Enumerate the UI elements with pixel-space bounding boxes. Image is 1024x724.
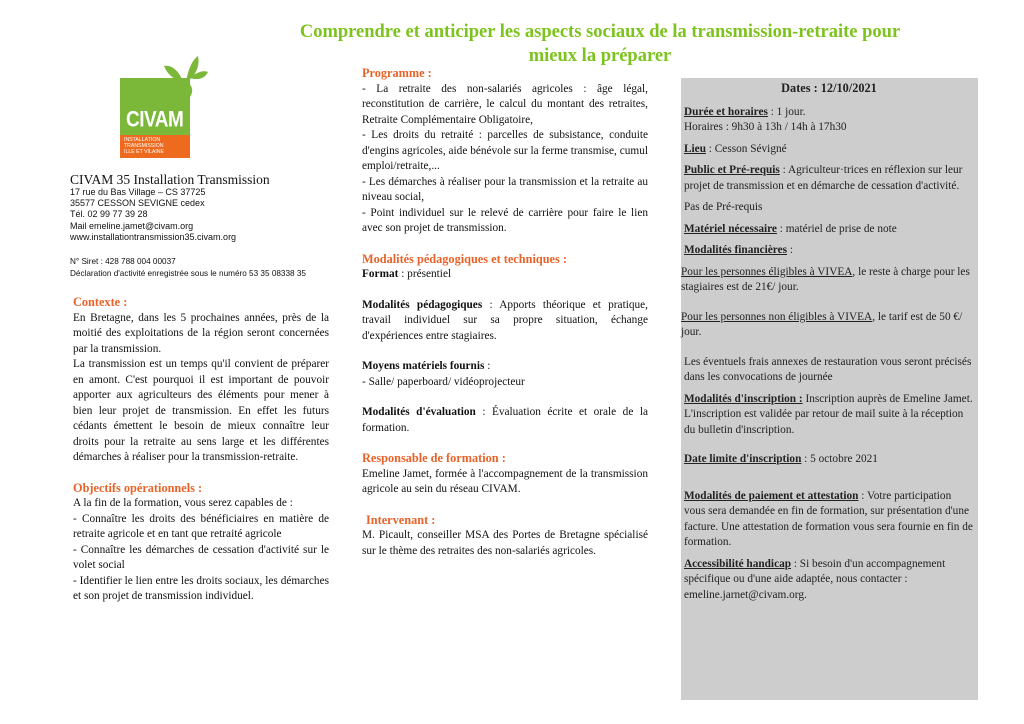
evaluation-line: Modalités d'évaluation : Évaluation écrite et orale de la formation. bbox=[362, 406, 648, 434]
title-line-2: mieux la préparer bbox=[528, 46, 672, 66]
logo-subtitle: INSTALLATION TRANSMISSION ILLE ET VILAINE bbox=[124, 137, 164, 155]
programme-heading: Programme : bbox=[362, 66, 432, 80]
pedagogiques-line: Modalités pédagogiques : Apports théorique et pratique, travail individuel sur sa propre situation, échange d'expériences entre stagiaires. bbox=[362, 298, 648, 342]
format-line: Format : présentiel bbox=[362, 268, 452, 280]
middle-column bbox=[362, 66, 648, 559]
left-column bbox=[73, 295, 329, 605]
objectif-item: - Connaître les droits des bénéficiaires en matière de retraite agricole et en tant que retraité agricole bbox=[73, 512, 329, 540]
intervenant-heading: Intervenant : bbox=[366, 512, 436, 527]
org-address-1: 17 rue du Bas Village – CS 37725 bbox=[70, 187, 206, 197]
org-siret: N° Siret : 428 788 004 00037 bbox=[70, 257, 176, 267]
accessibilite-line: Accessibilité handicap : Si besoin d'un accompagnement spécifique ou d'une aide adaptée, nous contacter : emeline.jarnet@civam.org. bbox=[684, 557, 946, 601]
logo-text: CIVAM bbox=[126, 108, 184, 133]
objectifs-heading: Objectifs opérationnels : bbox=[73, 480, 203, 495]
intervenant-text: M. Picault, conseiller MSA des Portes de Bretagne spécialisé sur le thème des retraites des non-salariés agricoles. bbox=[362, 529, 648, 557]
contexte-paragraph-2: La transmission est un temps qu'il convient de préparer en amont. C'est pourquoi il est important de pouvoir apporter aux agriculteurs des éléments pour mener à bien leur projet de transmission. En effet les futurs cédants émettent le besoin de mieux connaître leur droits pour la retraite au sens large et les différentes démarches à réaliser pour la transmission-retraite. bbox=[73, 358, 329, 463]
org-address-2: 35577 CESSON SEVIGNE cedex bbox=[70, 198, 205, 209]
materiel-line: Matériel nécessaire : matériel de prise de note bbox=[684, 222, 897, 235]
lieu-line: Lieu : Cesson Sévigné bbox=[684, 142, 787, 155]
org-mail[interactable]: Mail emeline.jamet@civam.org bbox=[70, 220, 194, 231]
info-sidebar bbox=[681, 78, 974, 609]
objectifs-intro: A la fin de la formation, vous serez capables de : bbox=[73, 497, 293, 509]
programme-item: - La retraite des non-salariés agricoles : âge légal, reconstitution de carrière, le calcul du montant des retraites, Retraite Complémentaire Obligatoire, bbox=[362, 82, 648, 126]
responsable-text: Emeline Jamet, formée à l'accompagnement de la transmission agricole au sein du réseau CIVAM. bbox=[362, 467, 648, 495]
programme-item: - Les droits du retraité : parcelles de subsistance, conduite d'engins agricoles, aide bénévole sur la ferme transmise, cumul emploi/retraite,... bbox=[362, 129, 648, 172]
org-name: CIVAM 35 Installation Transmission bbox=[70, 172, 270, 187]
moyens-value: - Salle/ paperboard/ vidéoprojecteur bbox=[362, 375, 525, 388]
org-phone: Tél. 02 99 77 39 28 bbox=[70, 209, 148, 220]
vivea-line: Pour les personnes éligibles à VIVEA, le reste à charge pour les stagiaires est de 21€/ jour. bbox=[681, 265, 970, 293]
title-line-1: Comprendre et anticiper les aspects sociaux de la transmission-retraite pour bbox=[299, 22, 901, 42]
financieres-line: Modalités financières : bbox=[684, 244, 793, 256]
contexte-paragraph-1: En Bretagne, dans les 5 prochaines années, près de la moitié des exploitations de la région seront concernées par la transmission. bbox=[73, 311, 329, 355]
date-limite-line: Date limite d'inscription : 5 octobre 2021 bbox=[684, 453, 878, 465]
modalites-heading: Modalités pédagogiques et techniques : bbox=[362, 251, 567, 266]
duree-line: Durée et horaires : 1 jour. Horaires : 9h30 à 13h / 14h à 17h30 bbox=[684, 105, 847, 133]
org-website[interactable]: www.installationtransmission35.civam.org bbox=[70, 231, 237, 242]
responsable-heading: Responsable de formation : bbox=[362, 451, 506, 465]
organization-info bbox=[70, 172, 350, 280]
objectif-item: - Connaître les démarches de cessation d'activité sur le volet social bbox=[73, 543, 329, 571]
non-vivea-line: Pour les personnes non éligibles à VIVEA, le tarif est de 50 €/ jour. bbox=[681, 310, 963, 338]
objectif-item: - Identifier le lien entre les droits sociaux, les démarches et son projet de transmission individuel. bbox=[73, 574, 329, 602]
inscription-line: Modalités d'inscription : Inscription auprès de Emeline Jamet. L'inscription est validée par retour de mail suite à la réception du bulletin d'inscription. bbox=[684, 392, 973, 436]
civam-logo bbox=[120, 52, 210, 158]
public-line: Public et Pré-requis : Agriculteur·trices en réflexion sur leur projet de transmission et en démarche de cessation d'activité. bbox=[684, 164, 963, 192]
prerequis-line: Pas de Pré-requis bbox=[684, 201, 763, 213]
programme-item: - Point individuel sur le relevé de carrière pour faire le lien avec son projet de transmission. bbox=[362, 206, 648, 234]
org-declaration: Déclaration d'activité enregistrée sous le numéro 53 35 08338 35 bbox=[70, 269, 306, 279]
dates: Dates : 12/10/2021 bbox=[781, 81, 877, 95]
contexte-heading: Contexte : bbox=[73, 295, 128, 309]
document-title bbox=[270, 20, 930, 68]
frais-line: Les éventuels frais annexes de restauration vous seront précisés dans les convocations de journée bbox=[684, 355, 972, 383]
moyens-line: Moyens matériels fournis : bbox=[362, 360, 491, 372]
org-legal bbox=[70, 256, 350, 280]
paiement-line: Modalités de paiement et attestation : Votre participation vous sera demandée en fin de formation, sur présentation d'une facture. Une attestation de formation vous sera fournie en fin de formation. bbox=[684, 489, 973, 548]
programme-item: - Les démarches à réaliser pour la transmission et la retraite au niveau social, bbox=[362, 175, 648, 203]
